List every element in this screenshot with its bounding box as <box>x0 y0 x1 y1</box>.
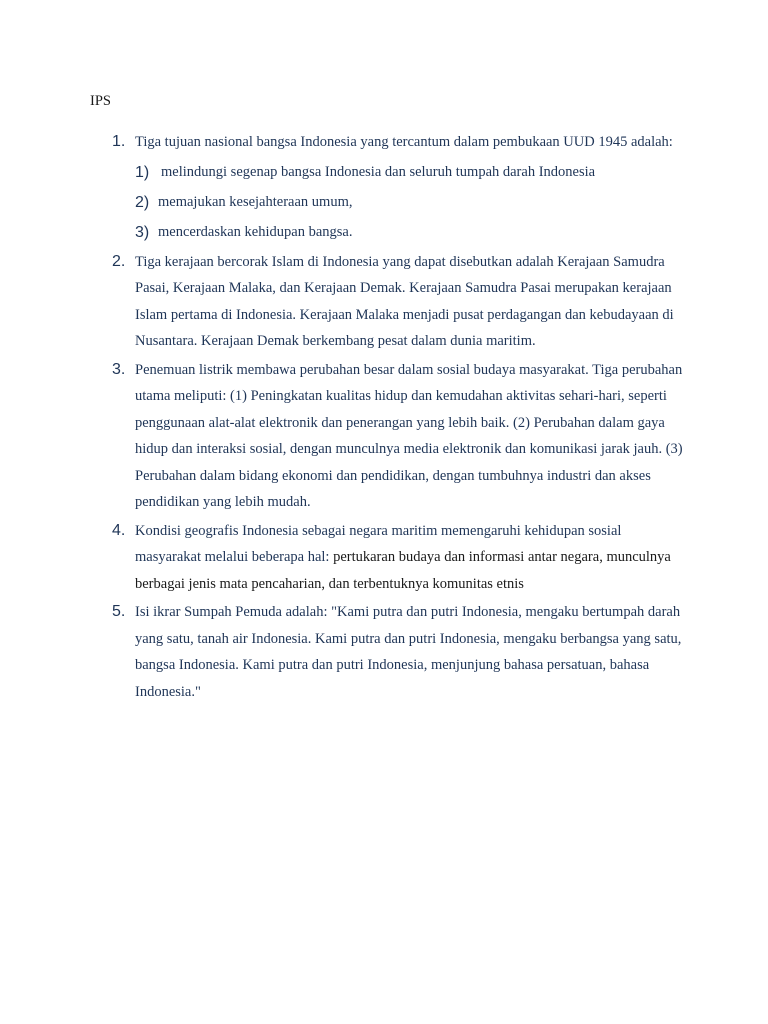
question-text: Penemuan listrik membawa perubahan besar dalam sosial budaya masyarakat. Tiga perubahan utama meliputi: (1) Peningkatan kualitas hidup dan kemudahan aktivitas sehari-hari, seperti penggunaan alat-alat elektronik dan penerangan yang lebih baik. (2) Perubahan dalam gaya hidup dan interaksi sosial, dengan munculnya media elektronik dan komunikasi jarak jauh. (3) Perubahan dalam bidang ekonomi dan pendidikan, dengan tumbuhnya industri dan akses pendidikan yang lebih mudah. <box>135 361 683 510</box>
question-text-part-1: Kondisi geografis Indonesia sebagai negara maritim memengaruhi kehidupan sosial masyarakat melalui beberapa hal: <box>135 522 622 565</box>
question-number: 3. <box>112 360 126 378</box>
question-text <box>135 518 690 598</box>
question-text-part-2: pertukaran budaya dan informasi antar negara, munculnya berbagai jenis mata pencaharian, dan terbentuknya komunitas etnis <box>135 549 671 592</box>
sub-item-number: 1) <box>135 163 150 181</box>
question-text: Tiga kerajaan bercorak Islam di Indonesia yang dapat disebutkan adalah Kerajaan Samudra Pasai, Kerajaan Malaka, dan Kerajaan Demak. Kerajaan Samudra Pasai merupakan kerajaan Islam pertama di Indonesia. Kerajaan Malaka menjadi pusat perdagangan dan kebudayaan di Nusantara. Kerajaan Demak berkembang pesat dalam dunia maritim. <box>135 253 674 349</box>
question-number: 5. <box>112 603 126 620</box>
question-number: 1. <box>112 133 126 150</box>
sub-item-text: mencerdaskan kehidupan bangsa. <box>158 223 353 240</box>
document-heading: IPS <box>90 93 111 109</box>
sub-item-text: melindungi segenap bangsa Indonesia dan seluruh tumpah darah Indonesia <box>161 163 596 180</box>
question-item-4 <box>90 518 690 598</box>
question-item-5 <box>90 599 690 705</box>
sub-item-number: 3) <box>135 223 150 241</box>
sub-item-text: memajukan kesejahteraan umum, <box>158 193 353 210</box>
question-text: Tiga tujuan nasional bangsa Indonesia yang tercantum dalam pembukaan UUD 1945 adalah: <box>135 134 673 150</box>
sub-item-3 <box>135 219 690 246</box>
question-list <box>90 129 690 707</box>
sub-item-number: 2) <box>135 193 150 211</box>
sub-item-1 <box>135 159 690 186</box>
question-item-1 <box>90 129 690 246</box>
question-number: 4. <box>112 521 126 539</box>
question-item-3 <box>90 357 690 516</box>
question-text: Isi ikrar Sumpah Pemuda adalah: "Kami putra dan putri Indonesia, mengaku bertumpah darah yang satu, tanah air Indonesia. Kami putra dan putri Indonesia, mengaku berbangsa yang satu, bangsa Indonesia. Kami putra dan putri Indonesia, menjunjung bahasa persatuan, bahasa Indonesia." <box>135 604 682 700</box>
question-item-2 <box>90 249 690 355</box>
sub-list <box>135 159 690 246</box>
sub-item-2 <box>135 189 690 216</box>
question-number: 2. <box>112 252 126 270</box>
